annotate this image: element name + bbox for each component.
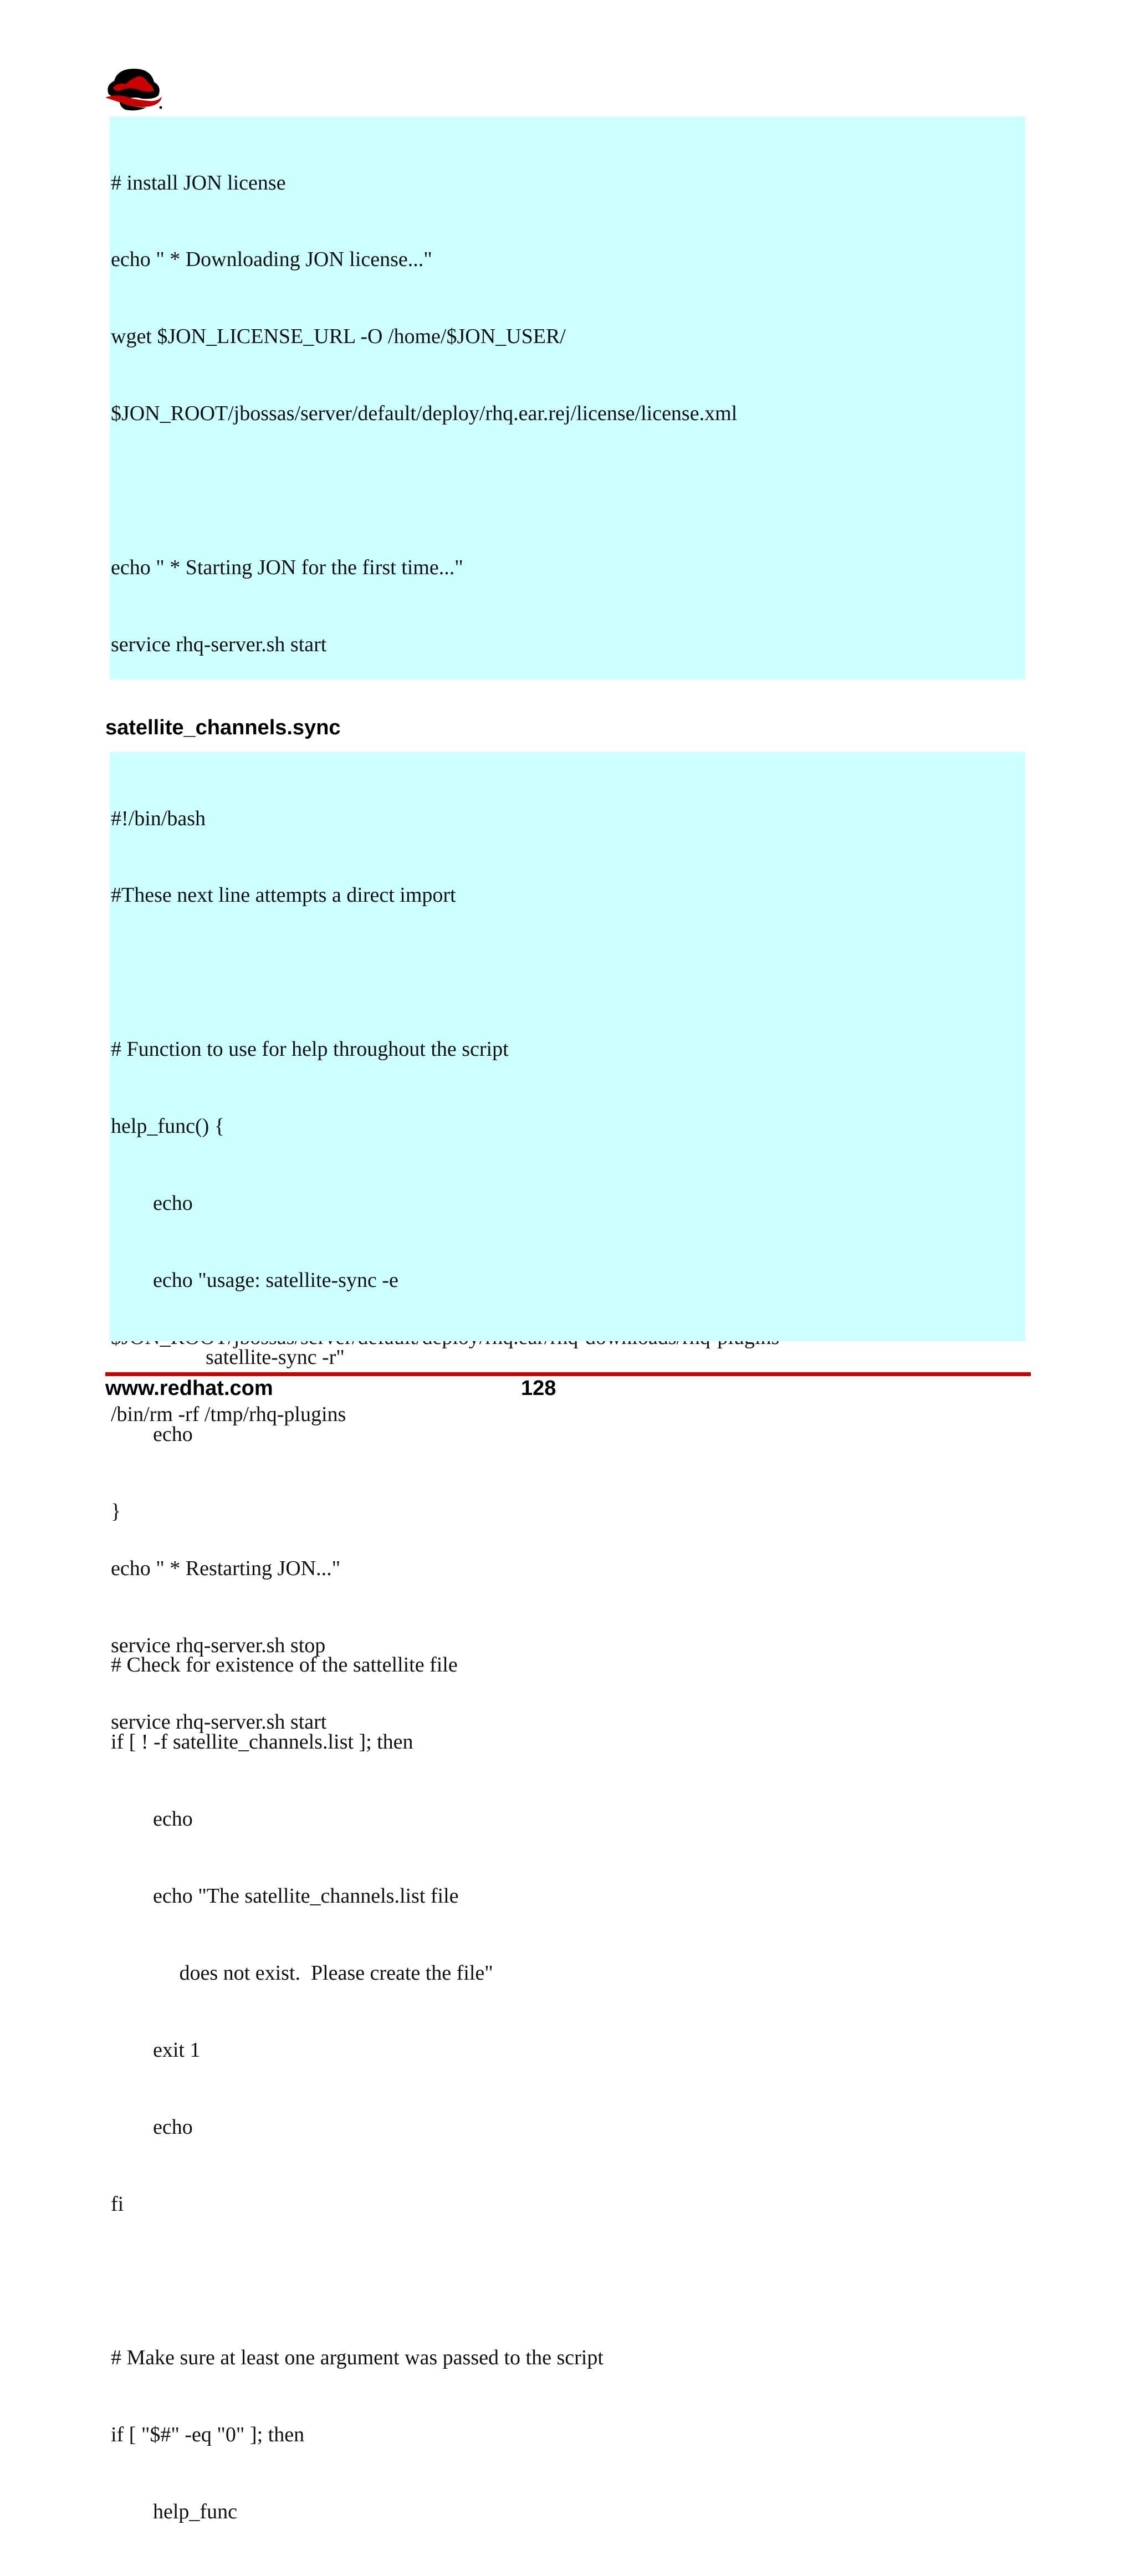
section-title: satellite_channels.sync [105, 716, 341, 739]
code-line: if [ "$#" -eq "0" ]; then [111, 2423, 305, 2447]
code-line: $JON_ROOT/jbossas/server/default/deploy/rhq.ear.rej/license/license.xml [111, 402, 738, 426]
code-line: # Check for existence of the sattellite file [111, 1653, 458, 1677]
code-line: fi [111, 2192, 124, 2216]
redhat-logo-icon [103, 65, 165, 112]
code-line: echo " * Restarting JON..." [111, 1556, 341, 1580]
code-line: service rhq-server.sh start [111, 1710, 327, 1734]
code-line: } [111, 1499, 121, 1523]
code-line: echo " * Starting JON for the first time..." [111, 556, 463, 580]
code-line: echo [111, 2115, 193, 2139]
code-line: /bin/rm -rf /tmp/rhq-plugins [111, 1402, 346, 1426]
code-line: service rhq-server.sh start [111, 632, 327, 656]
code-line: does not exist. Please create the file" [111, 1961, 493, 1985]
footer-website-link[interactable]: www.redhat.com [105, 1377, 273, 1400]
code-line: echo [111, 1422, 193, 1446]
code-line: # Function to use for help throughout the script [111, 1037, 509, 1061]
code-line: wget $JON_LICENSE_URL -O /home/$JON_USER/ [111, 325, 566, 349]
code-line: if [ ! -f satellite_channels.list ]; then [111, 1730, 413, 1754]
page-number: 128 [521, 1377, 556, 1400]
code-line [111, 1576, 604, 1601]
code-line: exit 1 [111, 2038, 201, 2062]
code-line: #!/bin/bash [111, 806, 206, 830]
code-line: # Make sure at least one argument was passed to the script [111, 2346, 604, 2370]
footer-divider [105, 1372, 1031, 1376]
code-line: echo "usage: satellite-sync -e [111, 1268, 398, 1292]
code-line [111, 959, 604, 985]
code-line: help_func [111, 2500, 237, 2524]
code-line: echo "The satellite_channels.list file [111, 1884, 459, 1908]
code-line: satellite-sync -r" [111, 1345, 345, 1369]
code-line [111, 478, 779, 503]
code-line: service rhq-server.sh stop [111, 1633, 326, 1657]
code-line: echo [111, 1192, 193, 1215]
code-lines [111, 754, 604, 2576]
code-line: echo " * Downloading JON license..." [111, 248, 432, 272]
code-line: help_func() { [111, 1115, 224, 1138]
code-line: # install JON license [111, 171, 286, 195]
code-line [111, 2268, 604, 2294]
code-line: echo [111, 1807, 193, 1831]
code-line: #These next line attempts a direct import [111, 883, 456, 907]
